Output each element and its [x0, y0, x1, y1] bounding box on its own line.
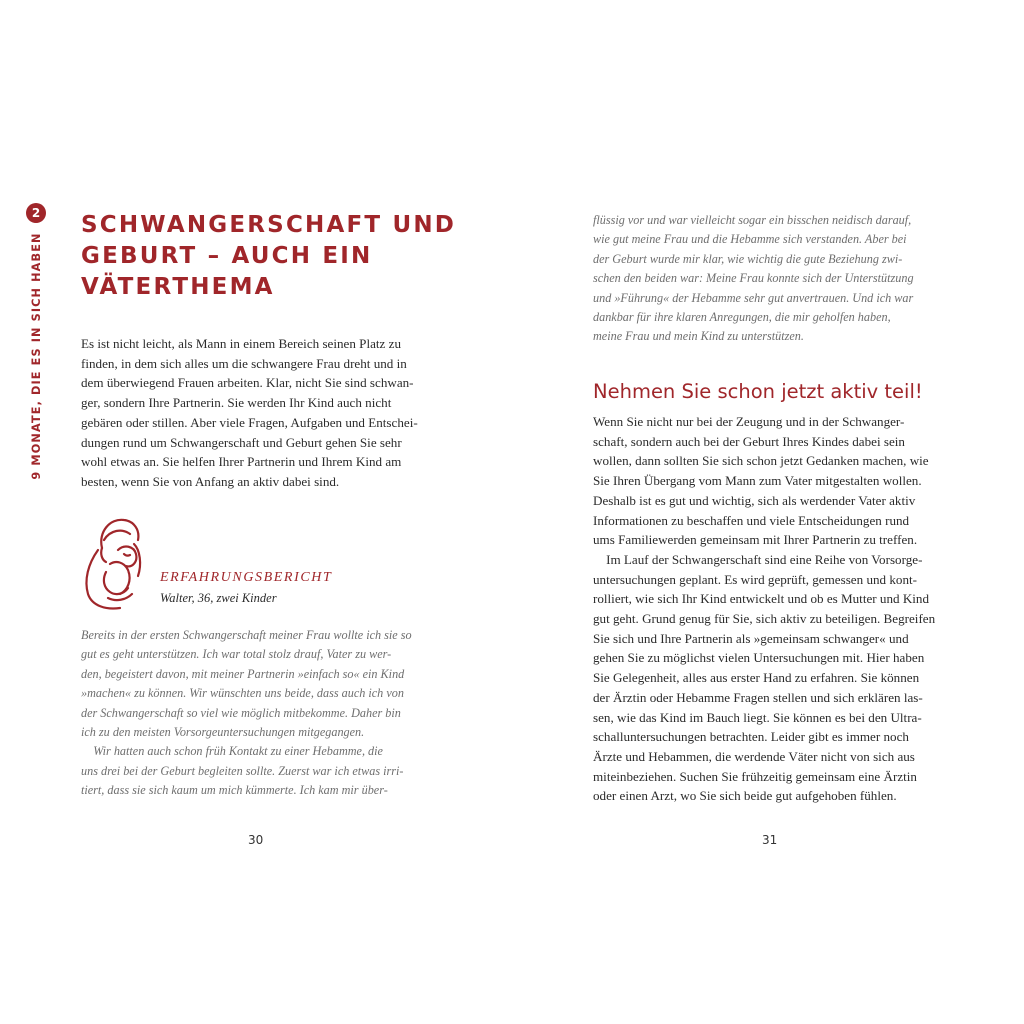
text-line: Sie sich und Ihre Partnerin als »gemeinsam schwanger« und — [593, 630, 909, 646]
quote-line: »machen« zu können. Wir wünschten uns beide, dass auch ich von — [81, 686, 404, 701]
text-line: dem überwiegend Frauen arbeiten. Klar, nicht Sie sind schwan- — [81, 375, 414, 391]
text-line: dungen rund um Schwangerschaft und Geburt gehen Sie sehr — [81, 434, 402, 450]
section-body — [593, 412, 953, 806]
quote-line: dankbar für ihre klaren Anregungen, die mir geholfen haben, — [593, 310, 891, 325]
chapter-title-line: GEBURT – AUCH EIN — [81, 243, 373, 269]
chapter-running-title: 9 MONATE, DIE ES IN SICH HABEN — [30, 232, 43, 480]
text-line: sen, wie das Kind im Bauch liegt. Sie können es bei den Ultra- — [593, 709, 922, 725]
experience-report-quote — [81, 626, 441, 801]
quote-line: schen den beiden war: Meine Frau konnte sich der Unterstützung — [593, 271, 914, 286]
page-number-left: 30 — [248, 833, 264, 847]
text-line: Im Lauf der Schwangerschaft sind eine Reihe von Vorsorge- — [593, 551, 923, 567]
chapter-number-badge: 2 — [26, 203, 46, 223]
text-line: rolliert, wie sich Ihr Kind entwickelt und ob es Mutter und Kind — [593, 591, 930, 607]
text-line: schalluntersuchungen betrachten. Leider gibt es immer noch — [593, 729, 909, 745]
text-line: der Ärztin oder Hebamme Fragen stellen und sich erklären las- — [593, 689, 923, 705]
text-line: Sie Gelegenheit, alles aus erster Hand zu erfahren. Sie können — [593, 670, 920, 686]
page-number-right: 31 — [762, 833, 778, 847]
text-line: Wenn Sie nicht nur bei der Zeugung und in der Schwanger- — [593, 414, 905, 429]
text-line: gehen Sie zu möglichst vielen Untersuchungen mit. Hier haben — [593, 650, 925, 666]
quote-line: flüssig vor und war vielleicht sogar ein bisschen neidisch darauf, — [593, 213, 912, 227]
text-line: oder einen Arzt, wo Sie sich beide gut aufgehoben fühlen. — [593, 788, 897, 804]
section-heading: Nehmen Sie schon jetzt aktiv teil! — [593, 380, 923, 403]
quote-line: Wir hatten auch schon früh Kontakt zu einer Hebamme, die — [81, 744, 383, 759]
quote-line: der Geburt wurde mir klar, wie wichtig die gute Beziehung zwi- — [593, 251, 903, 266]
text-line: Ärzte und Hebammen, die werdende Väter nicht von sich aus — [593, 748, 915, 764]
text-line: untersuchungen geplant. Es wird geprüft, gemessen und kont- — [593, 571, 917, 587]
text-line: miteinbeziehen. Suchen Sie frühzeitig gemeinsam eine Ärztin — [593, 768, 917, 784]
quote-line: wie gut meine Frau und die Hebamme sich verstanden. Aber bei — [593, 232, 907, 247]
text-line: ger, sondern Ihre Partnerin. Sie werden Ihr Kind auch nicht — [81, 395, 392, 411]
text-line: Deshalb ist es gut und wichtig, sich als werdender Vater aktiv — [593, 492, 916, 508]
quote-line: tiert, dass sie sich kaum um mich kümmerte. Ich kam mir über- — [81, 783, 388, 798]
text-line: gut geht. Grund genug für Sie, sich aktiv zu beteiligen. Begreifen — [593, 611, 936, 627]
quote-line: ich zu den meisten Vorsorgeuntersuchungen mitgegangen. — [81, 725, 365, 740]
chapter-title-line: SCHWANGERSCHAFT UND — [81, 212, 457, 238]
chapter-sidebar-tab — [26, 203, 48, 480]
text-line: wohl etwas an. Sie helfen Ihrer Partnerin und Ihrem Kind am — [81, 454, 402, 470]
text-line: Sie Ihren Übergang vom Mann zum Vater mitgestalten wollen. — [593, 473, 922, 489]
text-line: Informationen zu beschaffen und viele Entscheidungen rund — [593, 512, 910, 528]
quote-line: und »Führung« der Hebamme sehr gut anvertrauen. Und ich war — [593, 290, 914, 305]
text-line: schaft, sondern auch bei der Geburt Ihres Kindes dabei sein — [593, 433, 905, 449]
text-line: besten, wenn Sie von Anfang an aktiv dabei sind. — [81, 473, 340, 489]
father-holding-baby-icon — [80, 514, 144, 614]
experience-report-label: ERFAHRUNGSBERICHT — [160, 570, 333, 585]
text-line: Es ist nicht leicht, als Mann in einem Bereich seinen Platz zu — [81, 336, 401, 351]
chapter-title — [81, 210, 461, 303]
quote-line: den, begeistert davon, mit meiner Partnerin »einfach so« ein Kind — [81, 666, 405, 681]
quote-line: meine Frau und mein Kind zu unterstützen. — [593, 329, 804, 344]
quote-line: Bereits in der ersten Schwangerschaft meiner Frau wollte ich sie so — [81, 628, 412, 642]
intro-paragraph — [81, 334, 441, 492]
text-line: finden, in dem sich alles um die schwangere Frau dreht und in — [81, 355, 407, 371]
text-line: ums Familiewerden gemeinsam mit Ihrer Partnerin zu treffen. — [593, 532, 918, 548]
chapter-title-line: VÄTERTHEMA — [81, 274, 275, 300]
experience-report-quote-continued — [593, 211, 953, 347]
text-line: gebären oder stillen. Aber viele Fragen, Aufgaben und Entschei- — [81, 414, 418, 430]
quote-line: gut es geht unterstützen. Ich war total stolz drauf, Vater zu wer- — [81, 647, 392, 662]
text-line: wollen, dann sollten Sie sich schon jetzt Gedanken machen, wie — [593, 453, 929, 469]
experience-report-author: Walter, 36, zwei Kinder — [160, 591, 277, 605]
quote-line: der Schwangerschaft so viel wie möglich mitbekomme. Daher bin — [81, 705, 401, 720]
quote-line: uns drei bei der Geburt begleiten sollte. Zuerst war ich etwas irri- — [81, 763, 404, 778]
